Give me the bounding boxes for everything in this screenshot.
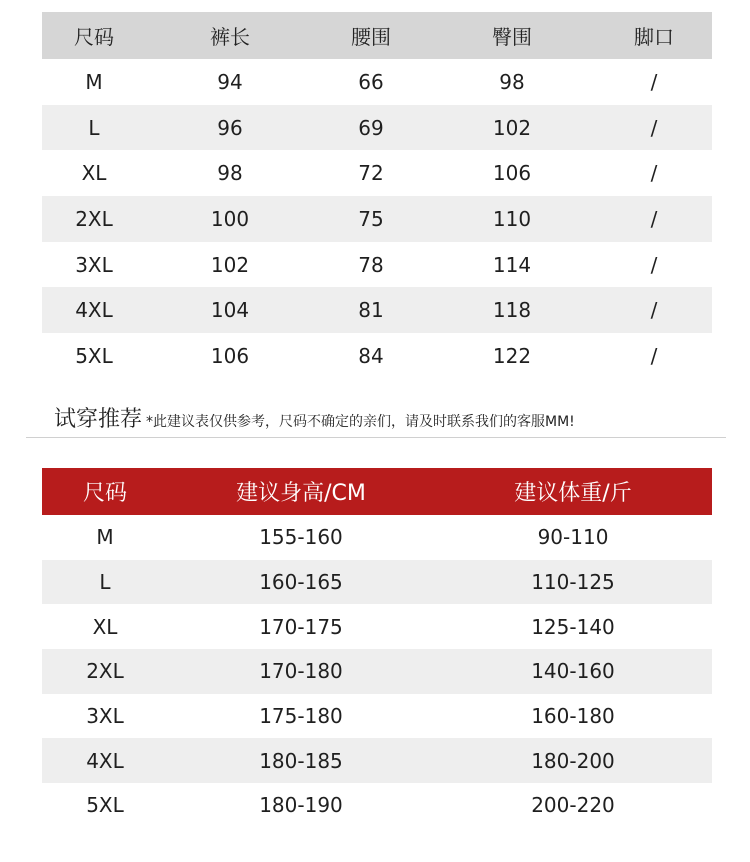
cell-weight: 200-220 xyxy=(531,793,615,818)
cell-height: 155-160 xyxy=(259,525,343,550)
cell-weight: 180-200 xyxy=(531,748,615,773)
cell-size: M xyxy=(85,69,103,94)
table-row xyxy=(42,560,712,605)
cell-pant-length: 96 xyxy=(217,115,243,140)
header-size: 尺码 xyxy=(74,25,114,49)
cell-weight: 110-125 xyxy=(531,570,615,595)
divider xyxy=(26,437,726,438)
cell-leg-opening: / xyxy=(650,115,658,140)
header-height: 建议身高/CM xyxy=(236,481,366,506)
cell-size: L xyxy=(88,115,100,140)
cell-pant-length: 102 xyxy=(210,252,250,277)
recommendation-table xyxy=(42,468,712,828)
cell-weight: 140-160 xyxy=(531,659,615,684)
cell-waist: 81 xyxy=(358,298,384,323)
cell-pant-length: 104 xyxy=(210,298,250,323)
recommendation-note: *此建议表仅供参考，尺码不确定的亲们，请及时联系我们的客服MM! xyxy=(146,414,575,430)
cell-pant-length: 106 xyxy=(210,343,250,368)
cell-pant-length: 98 xyxy=(217,161,243,186)
cell-height: 170-180 xyxy=(259,659,343,684)
cell-height: 175-180 xyxy=(259,704,343,729)
table-row xyxy=(42,649,712,694)
cell-hip: 118 xyxy=(492,298,532,323)
cell-size: XL xyxy=(92,614,118,639)
header-leg-opening: 脚口 xyxy=(634,25,674,49)
cell-size: 5XL xyxy=(75,343,113,368)
recommendation-title: 试穿推荐 xyxy=(54,407,143,432)
cell-size: 5XL xyxy=(86,793,124,818)
header-pant-length: 裤长 xyxy=(210,25,250,49)
cell-height: 160-165 xyxy=(259,570,343,595)
header-weight: 建议体重/斤 xyxy=(514,481,632,506)
cell-size: 3XL xyxy=(75,252,113,277)
cell-size: M xyxy=(96,525,114,550)
cell-leg-opening: / xyxy=(650,69,658,94)
table-row xyxy=(42,287,712,333)
size-chart-header xyxy=(42,12,712,59)
cell-waist: 72 xyxy=(358,161,384,186)
table-row xyxy=(42,333,712,379)
cell-size: XL xyxy=(81,161,107,186)
cell-size: 2XL xyxy=(86,659,124,684)
cell-pant-length: 100 xyxy=(210,206,250,231)
table-row xyxy=(42,783,712,828)
cell-pant-length: 94 xyxy=(217,69,243,94)
cell-waist: 78 xyxy=(358,252,384,277)
cell-height: 170-175 xyxy=(259,614,343,639)
table-row xyxy=(42,738,712,783)
table-row xyxy=(42,515,712,560)
cell-hip: 114 xyxy=(492,252,532,277)
cell-waist: 66 xyxy=(358,69,384,94)
cell-waist: 84 xyxy=(358,343,384,368)
header-waist: 腰围 xyxy=(351,25,391,49)
cell-leg-opening: / xyxy=(650,206,658,231)
cell-size: 2XL xyxy=(75,206,113,231)
cell-leg-opening: / xyxy=(650,343,658,368)
table-row xyxy=(42,150,712,196)
table-row xyxy=(42,105,712,151)
cell-waist: 75 xyxy=(358,206,384,231)
cell-size: 4XL xyxy=(75,298,113,323)
cell-hip: 122 xyxy=(492,343,532,368)
cell-size: 3XL xyxy=(86,704,124,729)
cell-leg-opening: / xyxy=(650,161,658,186)
cell-leg-opening: / xyxy=(650,252,658,277)
cell-size: L xyxy=(99,570,111,595)
table-row xyxy=(42,59,712,105)
recommendation-header xyxy=(42,468,712,515)
table-row xyxy=(42,604,712,649)
cell-size: 4XL xyxy=(86,748,124,773)
header-size: 尺码 xyxy=(82,481,127,506)
cell-hip: 102 xyxy=(492,115,532,140)
table-row xyxy=(42,242,712,288)
table-row xyxy=(42,196,712,242)
cell-leg-opening: / xyxy=(650,298,658,323)
cell-hip: 106 xyxy=(492,161,532,186)
table-row xyxy=(42,694,712,739)
size-chart-table xyxy=(42,12,712,379)
cell-weight: 160-180 xyxy=(531,704,615,729)
cell-hip: 110 xyxy=(492,206,532,231)
cell-height: 180-185 xyxy=(259,748,343,773)
cell-weight: 125-140 xyxy=(531,614,615,639)
recommendation-heading xyxy=(54,402,575,433)
cell-waist: 69 xyxy=(358,115,384,140)
cell-weight: 90-110 xyxy=(537,525,609,550)
cell-hip: 98 xyxy=(499,69,525,94)
header-hip: 臀围 xyxy=(492,25,532,49)
cell-height: 180-190 xyxy=(259,793,343,818)
